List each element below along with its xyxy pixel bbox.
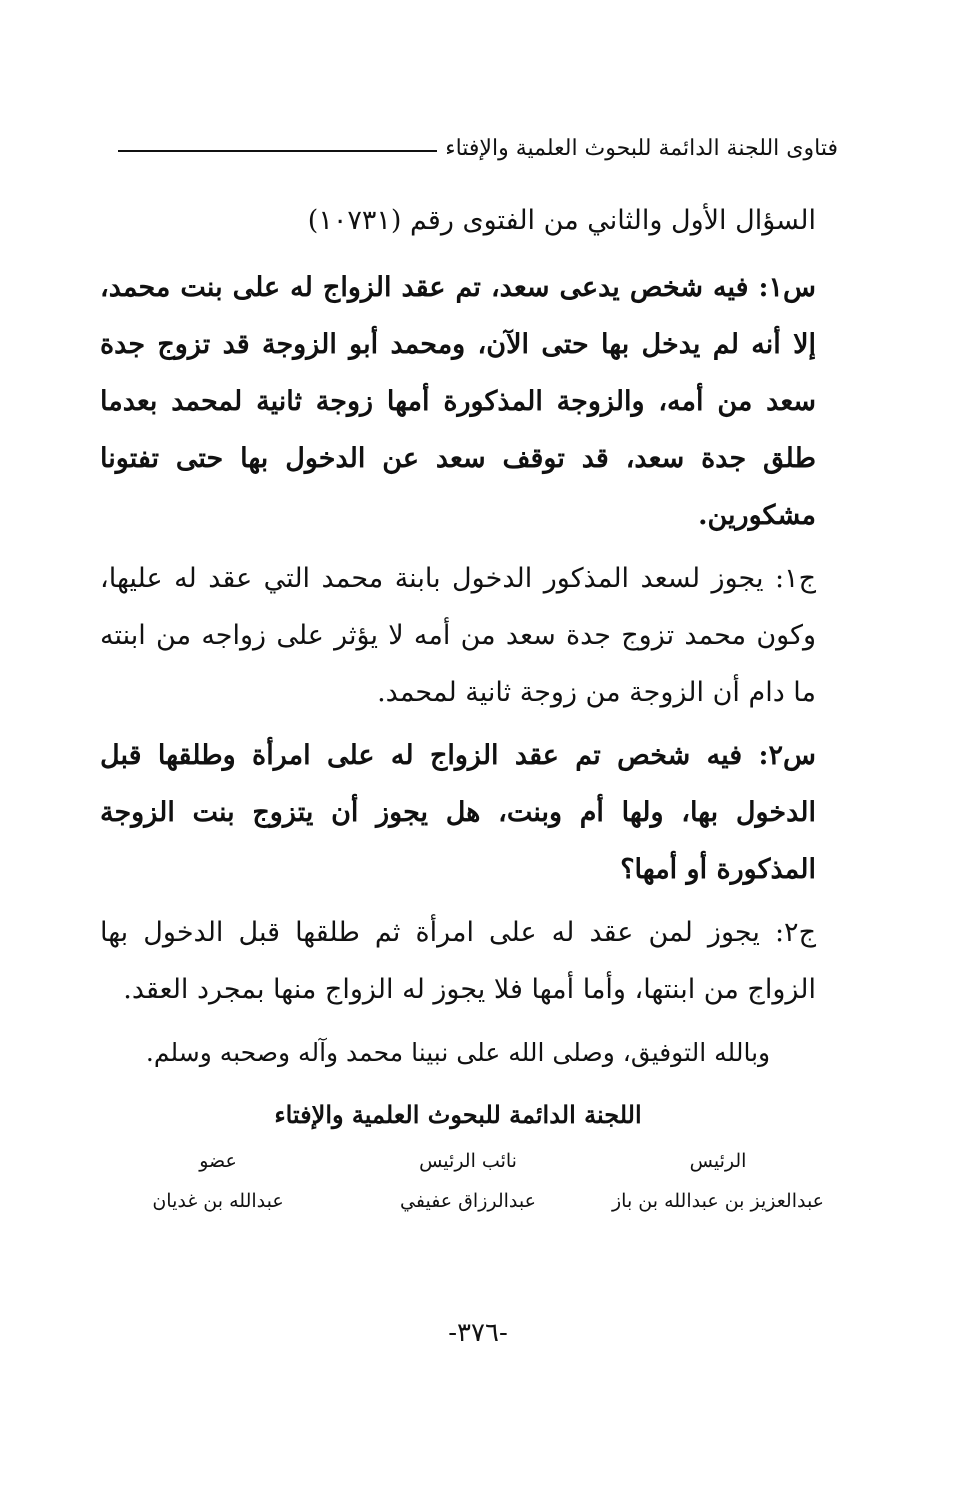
signatures-block [98, 1150, 838, 1212]
closing-line: وبالله التوفيق، وصلى الله على نبينا محمد وآله وصحبه وسلم. [145, 1038, 771, 1067]
signature-name: عبدالله بن غديان [152, 1190, 284, 1212]
signature-role: الرئيس [689, 1150, 747, 1172]
signature-chairman [598, 1150, 838, 1212]
fatwa-body [100, 192, 816, 1087]
committee-name: اللجنة الدائمة للبحوث العلمية والإفتاء [274, 1100, 642, 1129]
running-header-title: فتاوى اللجنة الدائمة للبحوث العلمية والإفتاء [445, 135, 838, 161]
signature-member [98, 1150, 338, 1212]
signature-role: نائب الرئيس [419, 1150, 517, 1172]
signature-name: عبدالرزاق عفيفي [400, 1190, 536, 1212]
signature-name: عبدالعزيز بن عبدالله بن باز [611, 1190, 825, 1212]
running-header [118, 128, 838, 168]
signature-vice-chairman [348, 1150, 588, 1212]
header-rule [118, 150, 437, 152]
answer-2: ج٢: يجوز لمن عقد له على امرأة ثم طلقها قبل الدخول بها الزواج من ابنتها، وأما أمها فلا يجوز له الزواج منها بمجرد العقد. [100, 917, 816, 1005]
question-1: س١: فيه شخص يدعى سعد، تم عقد الزواج له على بنت محمد، إلا أنه لم يدخل بها حتى الآن، ومحمد أبو الزوجة قد تزوج جدة سعد من أمه، والزوجة المذكورة أمها زوجة ثانية لمحمد بعدما طلق جدة سعد، قد توقف سعد عن الدخول بها حتى تفتونا مشكورين. [100, 272, 816, 531]
fatwa-heading: السؤال الأول والثاني من الفتوى رقم (١٠٧٣١) [307, 205, 816, 236]
signature-role: عضو [199, 1150, 237, 1172]
question-2: س٢: فيه شخص تم عقد الزواج له على امرأة وطلقها قبل الدخول بها، ولها أم وبنت، هل يجوز أن يتزوج بنت الزوجة المذكورة أو أمها؟ [100, 740, 816, 885]
answer-1: ج١: يجوز لسعد المذكور الدخول بابنة محمد التي عقد له عليها، وكون محمد تزوج جدة سعد من أمه لا يؤثر على زواجه من ابنته ما دام أن الزوجة من زوجة ثانية لمحمد. [100, 563, 816, 708]
page-number: -٣٧٦- [448, 1318, 508, 1348]
